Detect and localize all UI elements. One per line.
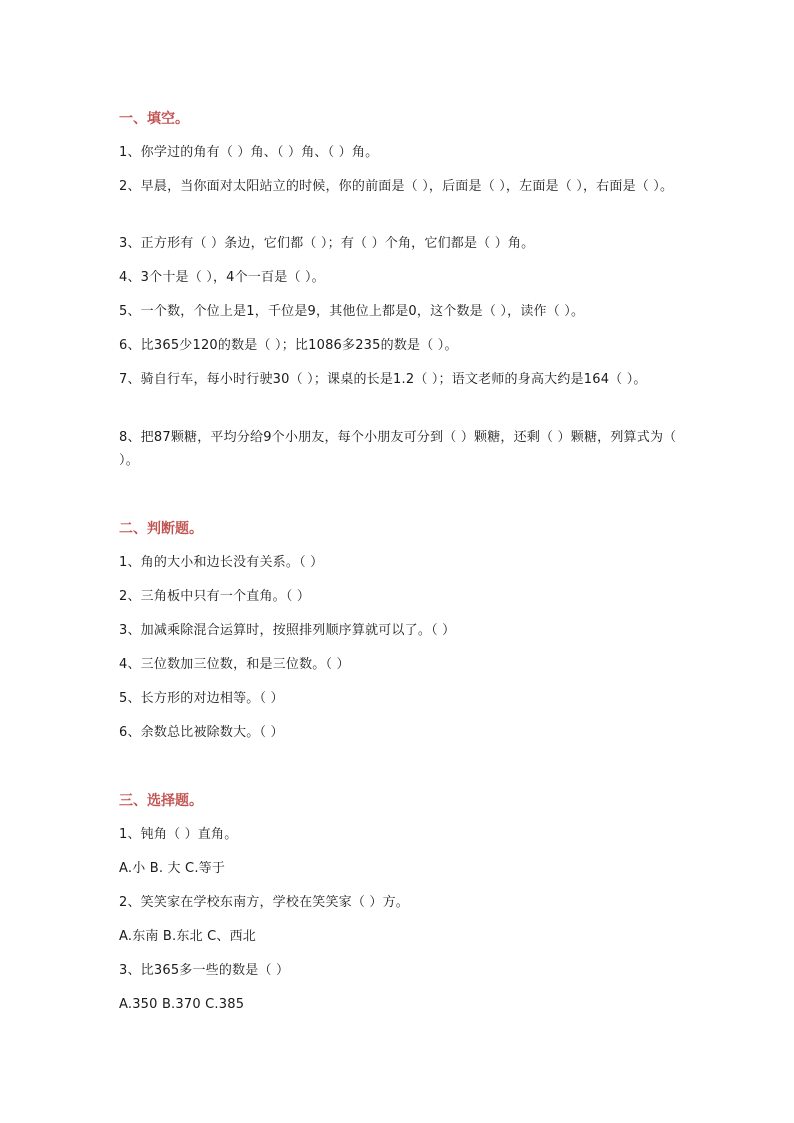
question-2-1: 1、角的大小和边长没有关系。（ ） bbox=[119, 555, 324, 570]
question-3-2-options: A.东南 B.东北 C、西北 bbox=[119, 929, 256, 944]
question-2-6: 6、余数总比被除数大。（ ） bbox=[119, 725, 284, 740]
section-heading-fill-blank: 一、填空。 bbox=[119, 111, 189, 127]
question-1-7: 7、骑自行车，每小时行驶30（ ）；课桌的长是1.2（ ）；语文老师的身高大约是164（ ）。 bbox=[119, 372, 647, 387]
question-2-5: 5、长方形的对边相等。（ ） bbox=[119, 691, 284, 706]
question-1-8: 8、把87颗糖，平均分给9个小朋友，每个小朋友可分到（ ）颗糖，还剩（ ）颗糖，列算式为（ ）。 bbox=[119, 430, 677, 468]
question-2-3: 3、加减乘除混合运算时，按照排列顺序算就可以了。（ ） bbox=[119, 623, 456, 638]
question-2-4: 4、三位数加三位数，和是三位数。（ ） bbox=[119, 657, 350, 672]
question-1-5: 5、一个数，个位上是1，千位是9，其他位上都是0，这个数是（ ），读作（ ）。 bbox=[119, 304, 585, 319]
question-3-3: 3、比365多一些的数是（ ） bbox=[119, 963, 290, 978]
section-heading-multiple-choice: 三、选择题。 bbox=[119, 793, 203, 809]
question-1-6: 6、比365少120的数是（ ）；比1086多235的数是（ ）。 bbox=[119, 338, 458, 353]
section-heading-true-false: 二、判断题。 bbox=[119, 521, 203, 537]
question-1-3: 3、正方形有（ ）条边，它们都（ ）；有（ ）个角，它们都是（ ）角。 bbox=[119, 236, 535, 251]
question-3-2: 2、笑笑家在学校东南方，学校在笑笑家（ ）方。 bbox=[119, 895, 410, 910]
question-3-1: 1、钝角（ ）直角。 bbox=[119, 827, 238, 842]
question-1-1: 1、你学过的角有（ ）角、（ ）角、（ ）角。 bbox=[119, 145, 379, 160]
question-2-2: 2、三角板中只有一个直角。（ ） bbox=[119, 589, 311, 604]
question-1-2: 2、早晨，当你面对太阳站立的时候，你的前面是（ ），后面是（ ），左面是（ ），右面是（ ）。 bbox=[119, 179, 674, 194]
question-3-3-options: A.350 B.370 C.385 bbox=[119, 997, 245, 1012]
question-1-4: 4、3个十是（ ），4个一百是（ ）。 bbox=[119, 270, 325, 285]
question-3-1-options: A.小 B. 大 C.等于 bbox=[119, 861, 226, 876]
